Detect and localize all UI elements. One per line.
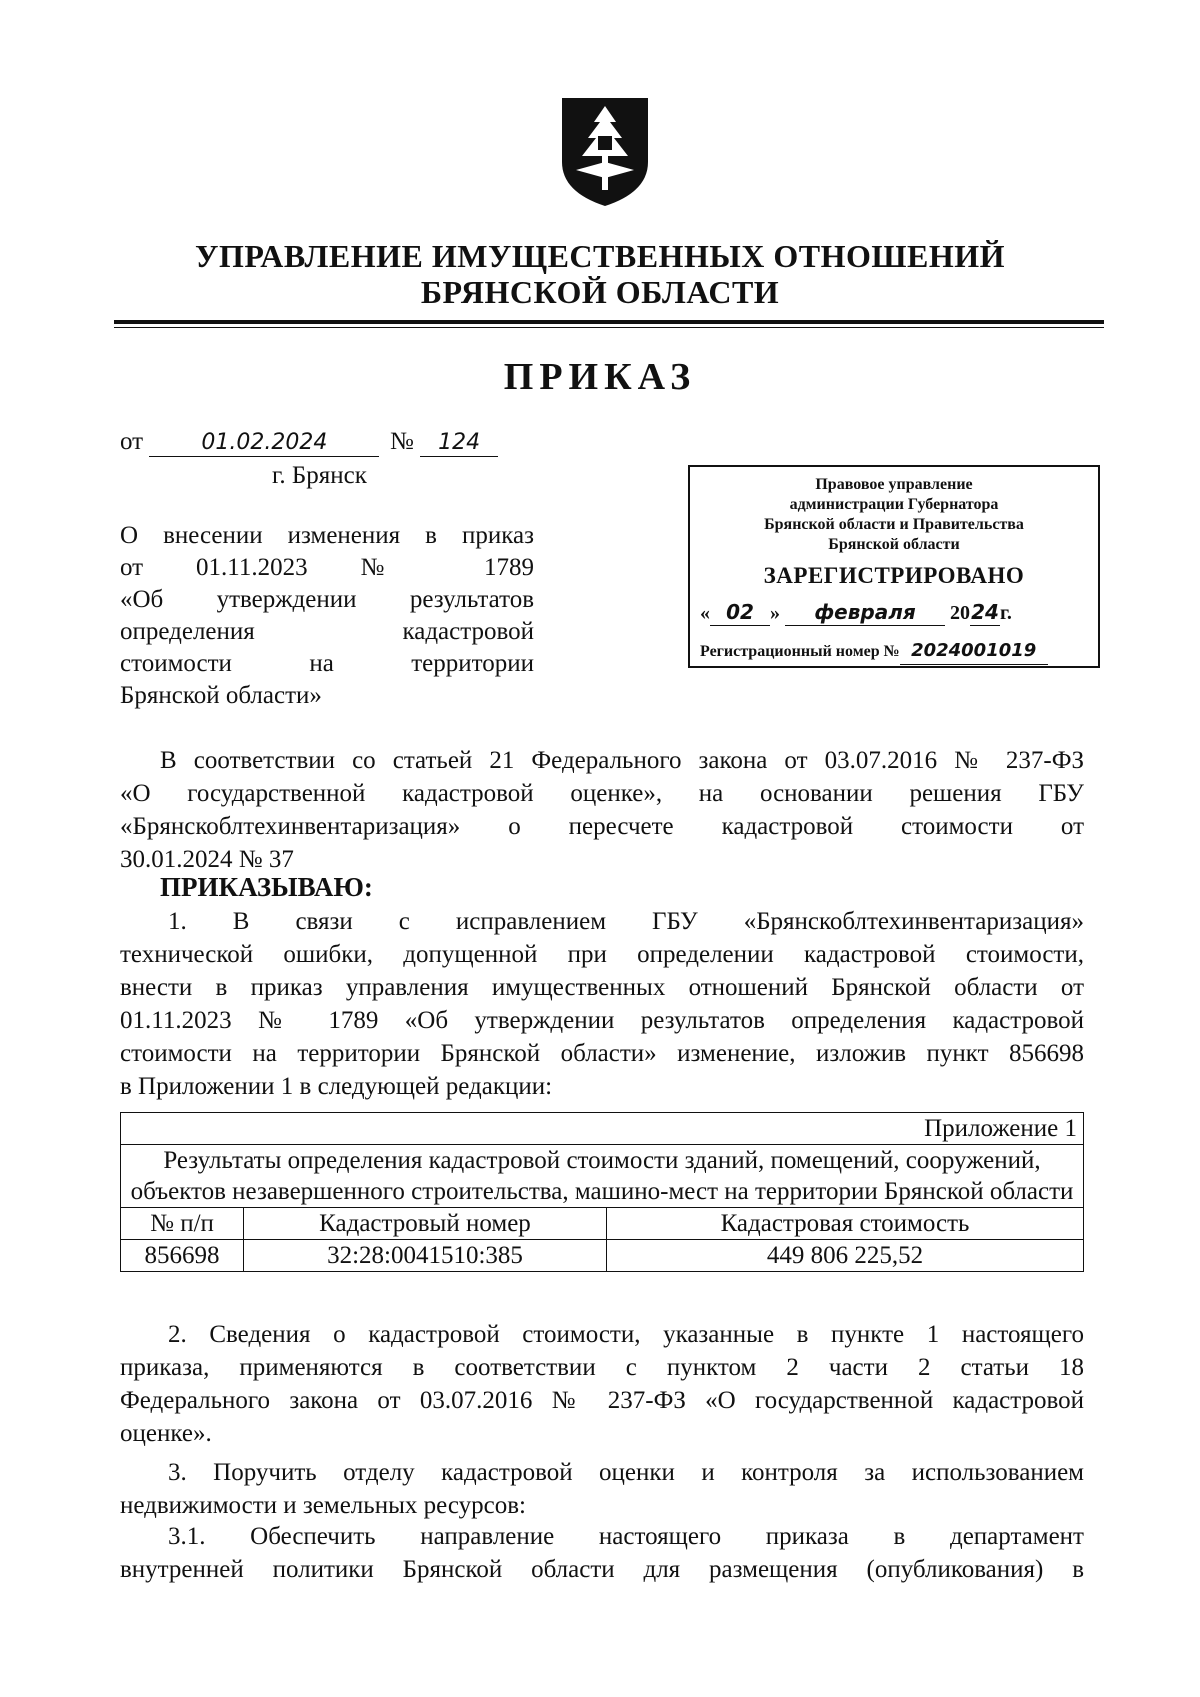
document-title: ПРИКАЗ [503, 356, 697, 398]
table-cell: 32:28:0041510:385 [244, 1240, 607, 1272]
table-cell: 449 806 225,52 [607, 1240, 1084, 1272]
date-handwritten: 01.02.2024 [149, 430, 379, 457]
subject-line: стоимости на территории [120, 650, 534, 677]
order-date [120, 428, 379, 457]
body-line: В соответствии со статьей 21 Федерального закона от 03.07.2016 № 237-ФЗ [160, 747, 1084, 774]
body-line: «О государственной кадастровой оценке», на основании решения ГБУ [120, 780, 1084, 807]
subject-line: от 01.11.2023 № 1789 [120, 554, 534, 581]
header-rule-thick [114, 320, 1104, 324]
order-subject [120, 520, 534, 712]
stamp-line: администрации Губернатора [789, 496, 999, 513]
table-appendix: Приложение 1 [121, 1113, 1084, 1145]
subject-line: определения кадастровой [120, 618, 534, 645]
table-cell: 856698 [121, 1240, 244, 1272]
stamp-line: Брянской области [828, 536, 960, 553]
header-rule-thin [114, 327, 1104, 328]
coat-of-arms-icon [556, 92, 654, 210]
body-line: в Приложении 1 в следующей редакции: [120, 1073, 553, 1100]
stamp-day: 02 [710, 599, 770, 626]
stamp-month: февраля [785, 599, 945, 626]
body-line: 2. Сведения о кадастровой стоимости, указанные в пункте 1 настоящего [168, 1321, 1084, 1348]
results-table [120, 1112, 1084, 1272]
order-word: ПРИКАЗЫВАЮ: [160, 872, 373, 902]
body-line: 01.11.2023 № 1789 «Об утверждении результатов определения кадастровой [120, 1007, 1084, 1034]
body-line: 3.1. Обеспечить направление настоящего приказа в департамент [168, 1523, 1084, 1550]
stamp-reg-number [690, 638, 1098, 665]
city: г. Брянск [272, 462, 367, 489]
order-number [390, 428, 498, 457]
table-row [121, 1240, 1084, 1272]
item-2 [120, 1318, 1084, 1450]
body-line: внести в приказ управления имущественных отношений Брянской области от [120, 974, 1084, 1001]
body-line: оценке». [120, 1420, 212, 1447]
table-header: № п/п [121, 1208, 244, 1240]
stamp-reg-number-handwritten: 2024001019 [900, 638, 1048, 665]
item-1 [120, 905, 1084, 1103]
stamp-year-suffix: г. [1000, 602, 1012, 624]
body-line: приказа, применяются в соответствии с пунктом 2 части 2 статьи 18 [120, 1354, 1084, 1381]
number-handwritten: 124 [420, 430, 498, 457]
stamp-line: Брянской области и Правительства [764, 516, 1024, 533]
stamp-date: « 02 » февраля 2024г. [700, 600, 1012, 624]
item-3-1 [120, 1520, 1084, 1586]
body-line: 1. В связи с исправлением ГБУ «Брянскоблтехинвентаризация» [168, 908, 1084, 935]
organization-name-line1: УПРАВЛЕНИЕ ИМУЩЕСТВЕННЫХ ОТНОШЕНИЙ [194, 238, 1006, 274]
table-header: Кадастровая стоимость [607, 1208, 1084, 1240]
number-prefix: № [390, 428, 414, 455]
stamp-line: Правовое управление [815, 476, 973, 493]
body-line: стоимости на территории Брянской области» изменение, изложив пункт 856698 [120, 1040, 1084, 1067]
organization-name-line2: БРЯНСКОЙ ОБЛАСТИ [420, 274, 780, 310]
date-prefix: от [120, 428, 144, 455]
stamp-registered: ЗАРЕГИСТРИРОВАНО [763, 563, 1025, 588]
preamble [120, 744, 1084, 876]
body-line: «Брянскоблтехинвентаризация» о пересчете кадастровой стоимости от [120, 813, 1084, 840]
table-header: Кадастровый номер [244, 1208, 607, 1240]
stamp-year: 24 [971, 600, 999, 624]
subject-line: «Об утверждении результатов [120, 586, 534, 613]
stamp-reg-label: Регистрационный номер № [700, 643, 900, 660]
item-3 [120, 1456, 1084, 1522]
body-line: Федерального закона от 03.07.2016 № 237-ФЗ «О государственной кадастровой [120, 1387, 1084, 1414]
stamp-year-prefix: 20 [950, 602, 970, 624]
body-line: 30.01.2024 № 37 [120, 846, 294, 873]
registration-stamp [688, 465, 1100, 668]
body-line: 3. Поручить отделу кадастровой оценки и контроля за использованием [168, 1459, 1084, 1486]
body-line: внутренней политики Брянской области для размещения (опубликования) в [120, 1556, 1084, 1583]
subject-line: Брянской области» [120, 682, 322, 709]
body-line: недвижимости и земельных ресурсов: [120, 1492, 526, 1519]
table-title: Результаты определения кадастровой стоимости зданий, помещений, сооружений, объектов незавершенного строительства, машино-мест на территории Брянской области [121, 1145, 1084, 1208]
body-line: технической ошибки, допущенной при определении кадастровой стоимости, [120, 941, 1084, 968]
subject-line: О внесении изменения в приказ [120, 522, 534, 549]
